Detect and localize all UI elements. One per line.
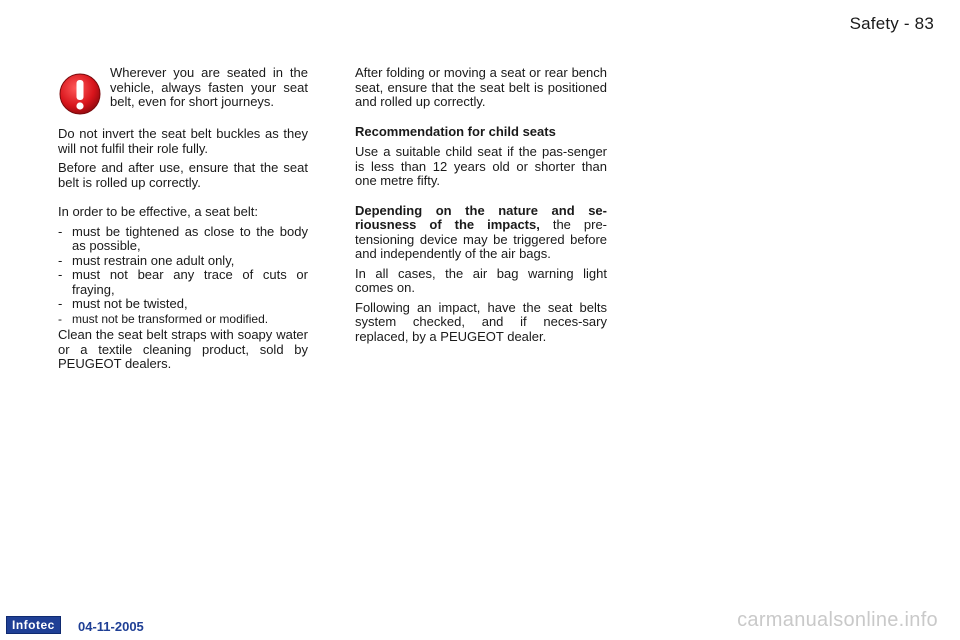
bold-lead: Depending on the nature and se-riousness of the impacts, xyxy=(355,202,607,232)
paragraph-cleaning: Clean the seat belt straps with soapy water or a textile cleaning product, sold by PEUGEOT dealers. xyxy=(58,327,308,371)
list-item xyxy=(58,225,308,254)
list-item-text: must not be transformed or modified. xyxy=(72,311,269,326)
paragraph-warning-light: In all cases, the air bag warning light comes on. xyxy=(355,265,607,295)
left-column xyxy=(58,66,308,377)
list-dash: - xyxy=(58,223,63,239)
seatbelt-requirements-list xyxy=(58,225,308,327)
warning-block xyxy=(58,66,308,122)
list-item-text: must restrain one adult only, xyxy=(72,252,235,268)
list-item xyxy=(58,254,308,269)
paragraph-buckles: Do not invert the seat belt buckles as they will not fulfil their role fully. xyxy=(58,126,308,156)
list-item-text: must be tightened as close to the body as possible, xyxy=(72,223,308,253)
paragraph-rest: the pre-tensioning device may be triggered before and independently of the air bags. xyxy=(355,217,607,261)
paragraph-folding: After folding or moving a seat or rear bench seat, ensure that the seat belt is positioned and rolled up correctly. xyxy=(355,65,607,109)
list-dash: - xyxy=(58,311,62,326)
paragraph-after-impact: Following an impact, have the seat belts system checked, and if neces-sary replaced, by a PEUGEOT dealer. xyxy=(355,299,607,344)
list-item xyxy=(58,297,308,312)
paragraph-pretensioning xyxy=(355,204,607,262)
paragraph-child-seat: Use a suitable child seat if the pas-senger is less than 12 years old or shorter than one metre fifty. xyxy=(355,144,607,188)
list-dash: - xyxy=(58,267,63,282)
page-header: Safety - 83 xyxy=(849,14,934,33)
right-column xyxy=(355,66,607,349)
exclamation-warning-icon xyxy=(58,72,102,116)
infotec-badge: Infotec xyxy=(6,616,61,634)
footer-date: 04-11-2005 xyxy=(78,619,144,634)
paragraph-before-after: Before and after use, ensure that the seat belt is rolled up correctly. xyxy=(58,160,308,190)
list-item-text: must not be twisted, xyxy=(72,296,188,311)
warning-text: Wherever you are seated in the vehicle, always fasten your seat belt, even for short journeys. xyxy=(110,65,308,109)
list-dash: - xyxy=(58,296,63,311)
list-item xyxy=(58,312,308,327)
paragraph-effective: In order to be effective, a seat belt: xyxy=(58,204,258,219)
section-heading-child-seats: Recommendation for child seats xyxy=(355,123,556,139)
list-dash: - xyxy=(58,252,63,268)
watermark: carmanualsonline.info xyxy=(737,609,938,631)
list-item xyxy=(58,268,308,297)
list-item-text: must not bear any trace of cuts or fraying, xyxy=(72,267,308,297)
